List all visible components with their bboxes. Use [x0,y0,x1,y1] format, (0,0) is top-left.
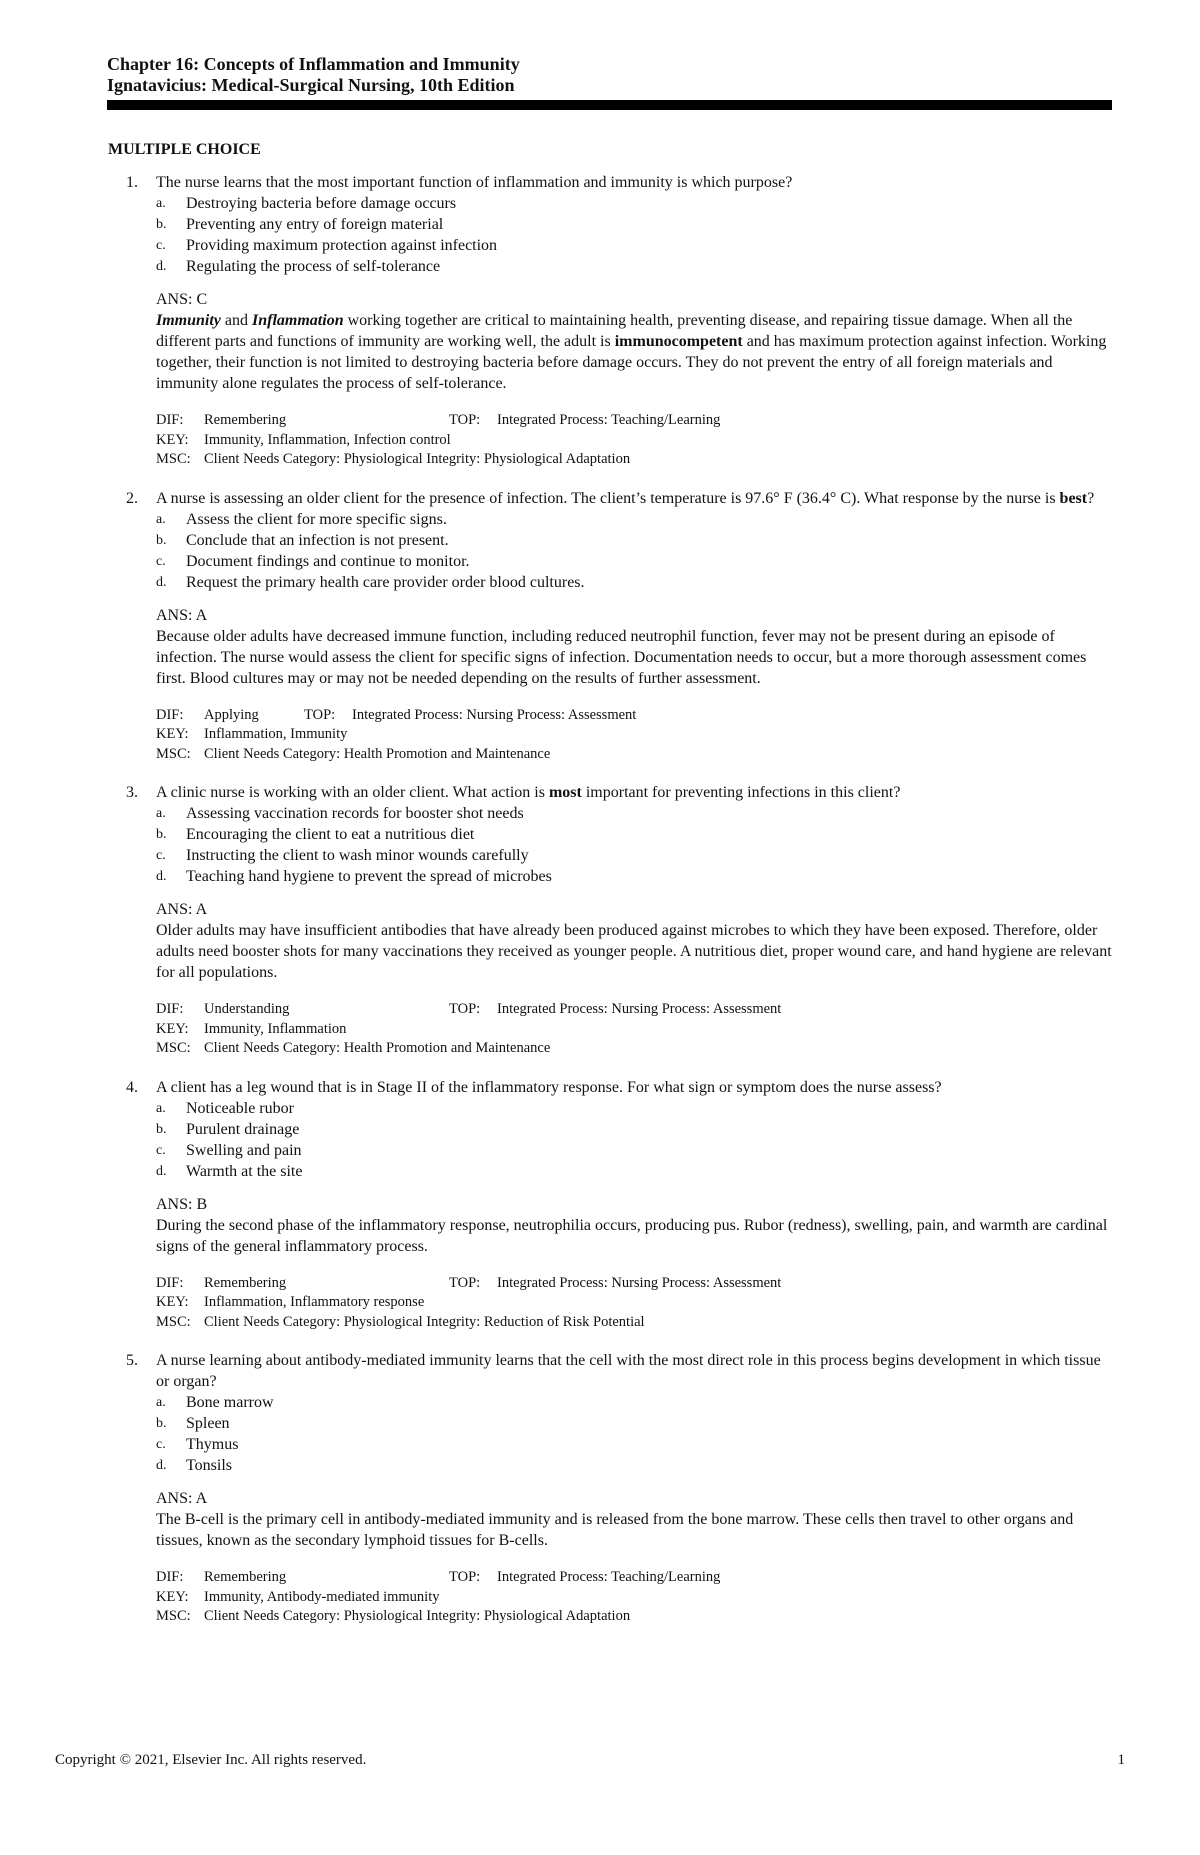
option-b: b. Encouraging the client to eat a nutritious diet [156,826,475,843]
topic: Integrated Process: Nursing Process: Assessment [352,706,637,723]
option-c: c. Document findings and continue to monitor. [156,552,470,570]
section-title: MULTIPLE CHOICE [108,141,261,158]
copyright-text: Copyright © 2021, Elsevier Inc. All rights reserved. [55,1752,367,1768]
option-d: d. Regulating the process of self-tolerance [156,258,441,275]
option-b: b. Preventing any entry of foreign material [156,216,444,233]
difficulty: Remembering [204,1569,287,1585]
option-c: c. Thymus [156,1436,239,1453]
option-b: b. Purulent drainage [156,1120,300,1138]
client-needs: Client Needs Category: Health Promotion and Maintenance [204,745,551,762]
keywords: Immunity, Inflammation [204,1020,347,1037]
question-number: 1. [126,174,138,191]
topic: Integrated Process: Nursing Process: Assessment [497,1001,782,1017]
question-metadata: DIF: Understanding TOP: Integrated Process: Nursing Process: Assessment KEY: Immunity, Inflammation MSC: Client Needs Category: Health Promotion and Maintenance [156,1001,782,1056]
page-footer [55,1752,1125,1769]
answer: ANS: A [156,901,208,918]
topic: Integrated Process: Teaching/Learning [497,412,721,428]
topic: Integrated Process: Nursing Process: Assessment [497,1274,782,1291]
rationale: Because older adults have decreased immune function, including reduced neutrophil function, fever may not be present during an episode of infection. The nurse would assess the client for specific signs of infection. Documentation needs to occur, but a more thorough assessment comes first. Blood cultures may or may not be needed depending on the results of further assessment. [156,627,1087,687]
rationale: During the second phase of the inflammatory response, neutrophilia occurs, producing pus. Rubor (redness), swelling, pain, and warmth are cardinal signs of the general inflammatory process. [156,1216,1108,1255]
difficulty: Remembering [204,1274,287,1291]
question-stem: 5. A nurse learning about antibody-mediated immunity learns that the cell with the most direct role in this process begins development in which tissue or organ? [126,1352,1101,1390]
keywords: Immunity, Antibody-mediated immunity [204,1588,440,1605]
question-stem: 1. The nurse learns that the most important function of inflammation and immunity is which purpose? [126,174,793,191]
options-list [0,1098,1200,1182]
question-stem: 4. A client has a leg wound that is in Stage II of the inflammatory response. For what sign or symptom does the nurse assess? [126,1078,942,1096]
answer: ANS: B [156,1195,208,1213]
option-d: d. Teaching hand hygiene to prevent the spread of microbes [156,868,552,885]
client-needs: Client Needs Category: Physiological Integrity: Physiological Adaptation [204,451,631,467]
client-needs: Client Needs Category: Physiological Integrity: Physiological Adaptation [204,1608,631,1624]
client-needs: Client Needs Category: Physiological Integrity: Reduction of Risk Potential [204,1313,645,1330]
question-5 [0,1350,1200,1627]
page-number: 1 [1117,1752,1125,1768]
option-c: c. Swelling and pain [156,1141,302,1159]
question-number: 4. [126,1078,138,1096]
keywords: Inflammation, Inflammatory response [204,1294,425,1310]
option-a: a. Assess the client for more specific signs. [156,510,447,528]
document-header [107,54,1112,96]
question-metadata: DIF: Remembering TOP: Integrated Process: Teaching/Learning KEY: Immunity, Antibody-mediated immunity MSC: Client Needs Category: Physiological Integrity: Physiological Adaptation [156,1569,721,1624]
option-b: b. Conclude that an infection is not present. [156,531,449,549]
question-metadata: DIF: Remembering TOP: Integrated Process: Nursing Process: Assessment KEY: Inflammation, Inflammatory response MSC: Client Needs Category: Physiological Integrity: Reduction of Risk Potential [156,1274,782,1330]
options-list [0,193,1200,277]
option-a: a. Assessing vaccination records for booster shot needs [156,805,524,822]
chapter-title: Chapter 16: Concepts of Inflammation and Immunity [107,54,520,74]
question-number: 5. [126,1352,138,1369]
question-1 [0,172,1200,470]
question-number: 3. [126,784,138,801]
answer: ANS: C [156,291,208,308]
question-metadata: DIF: Applying TOP: Integrated Process: Nursing Process: Assessment KEY: Inflammation, Immunity MSC: Client Needs Category: Health Promotion and Maintenance [156,706,637,762]
options-list [0,803,1200,887]
keywords: Inflammation, Immunity [204,726,348,742]
option-a: a. Destroying bacteria before damage occurs [156,195,457,212]
option-a: a. Noticeable rubor [156,1099,294,1117]
header-rule [107,100,1112,110]
rationale: The B-cell is the primary cell in antibody-mediated immunity and is released from the bone marrow. These cells then travel to other organs and tissues, known as the secondary lymphoid tissues for B-cells. [156,1511,1074,1549]
question-4 [0,1077,1200,1333]
difficulty: Applying [204,706,259,723]
answer: ANS: A [156,606,208,624]
rationale: Immunity and Inflammation working together are critical to maintaining health, preventing disease, and repairing tissue damage. When all the different parts and functions of immunity are working well, the adult is immunocompetent and has maximum protection against infection. Working together, their function is not limited to destroying bacteria before damage occurs. They do not prevent the entry of all foreign materials and immunity alone regulates the process of self-tolerance. [156,312,1107,392]
client-needs: Client Needs Category: Health Promotion and Maintenance [204,1040,551,1056]
option-d: d. Tonsils [156,1457,232,1474]
rationale: Older adults may have insufficient antibodies that have already been produced against microbes to which they have been exposed. Therefore, older adults need booster shots for many vaccinations they received as younger people. A nutritious diet, proper wound care, and hand hygiene are relevant for all populations. [156,922,1112,981]
question-metadata: DIF: Remembering TOP: Integrated Process: Teaching/Learning KEY: Immunity, Inflammation, Infection control MSC: Client Needs Category: Physiological Integrity: Physiological Adaptation [156,412,721,467]
question-stem: 2. A nurse is assessing an older client for the presence of infection. The client’s temperature is 97.6° F (36.4° C). What response by the nurse is best? [126,489,1095,507]
option-d: d. Warmth at the site [156,1162,303,1180]
topic: Integrated Process: Teaching/Learning [497,1569,721,1585]
option-d: d. Request the primary health care provider order blood cultures. [156,573,585,591]
options-list [0,509,1200,593]
difficulty: Understanding [204,1001,290,1017]
question-2 [0,488,1200,765]
book-title: Ignatavicius: Medical-Surgical Nursing, 10th Edition [107,75,515,95]
question-stem: 3. A clinic nurse is working with an older client. What action is most important for preventing infections in this client? [126,784,901,801]
option-a: a. Bone marrow [156,1394,274,1411]
option-c: c. Instructing the client to wash minor wounds carefully [156,847,529,864]
question-list [0,172,1200,1645]
options-list [0,1392,1200,1476]
answer: ANS: A [156,1490,208,1507]
option-b: b. Spleen [156,1415,230,1432]
question-3 [0,782,1200,1059]
keywords: Immunity, Inflammation, Infection control [204,431,451,448]
question-number: 2. [126,489,138,507]
option-c: c. Providing maximum protection against infection [156,237,498,254]
difficulty: Remembering [204,412,287,428]
